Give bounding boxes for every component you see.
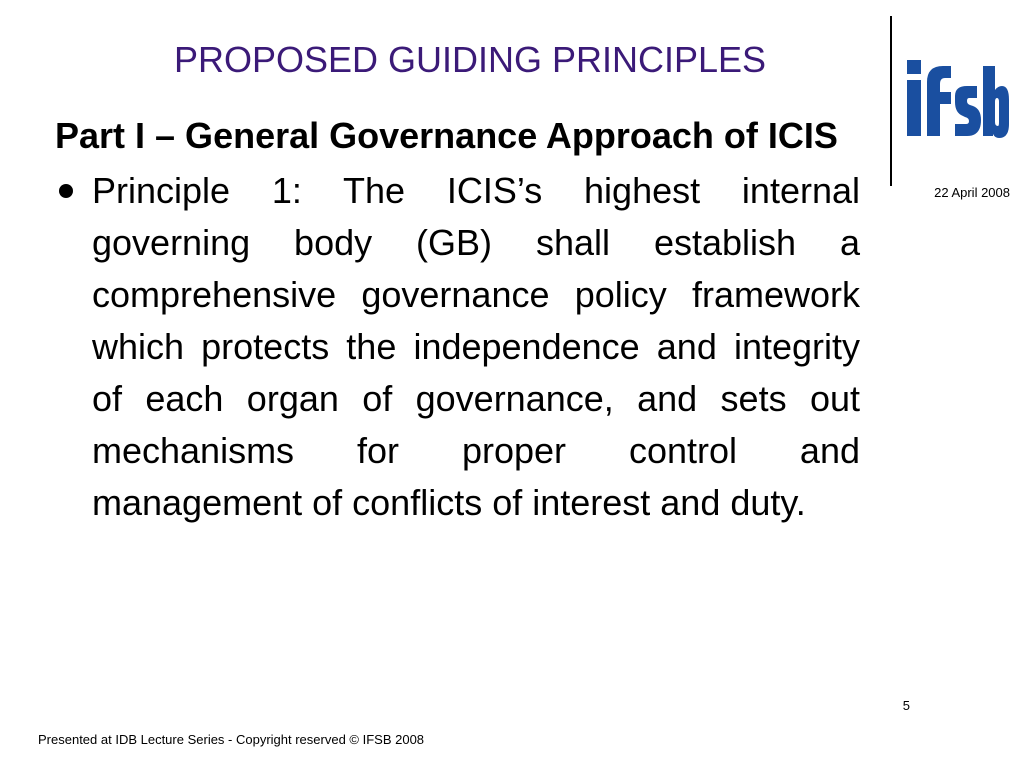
- slide-footer: Presented at IDB Lecture Series - Copyright reserved © IFSB 2008: [38, 732, 425, 747]
- ifsb-logo-icon: [903, 52, 1009, 158]
- bullet-item: [55, 165, 860, 529]
- vertical-divider: [890, 16, 892, 186]
- page-number: 5: [902, 698, 910, 713]
- slide-content: [55, 115, 860, 529]
- ifsb-logo: [903, 52, 1009, 158]
- section-heading: Part I – General Governance Approach of ICIS: [55, 115, 838, 156]
- bullet-text: Principle 1: The ICIS’s highest internal governing body (GB) shall establish a comprehensive governance policy framework which protects the independence and integrity of each organ of governance, and sets out mechanisms for proper control and management of conflicts of interest and duty.: [92, 170, 860, 523]
- slide-title: PROPOSED GUIDING PRINCIPLES: [173, 39, 767, 80]
- slide-date: 22 April 2008: [934, 185, 1010, 200]
- bullet-dot-icon: [59, 184, 73, 198]
